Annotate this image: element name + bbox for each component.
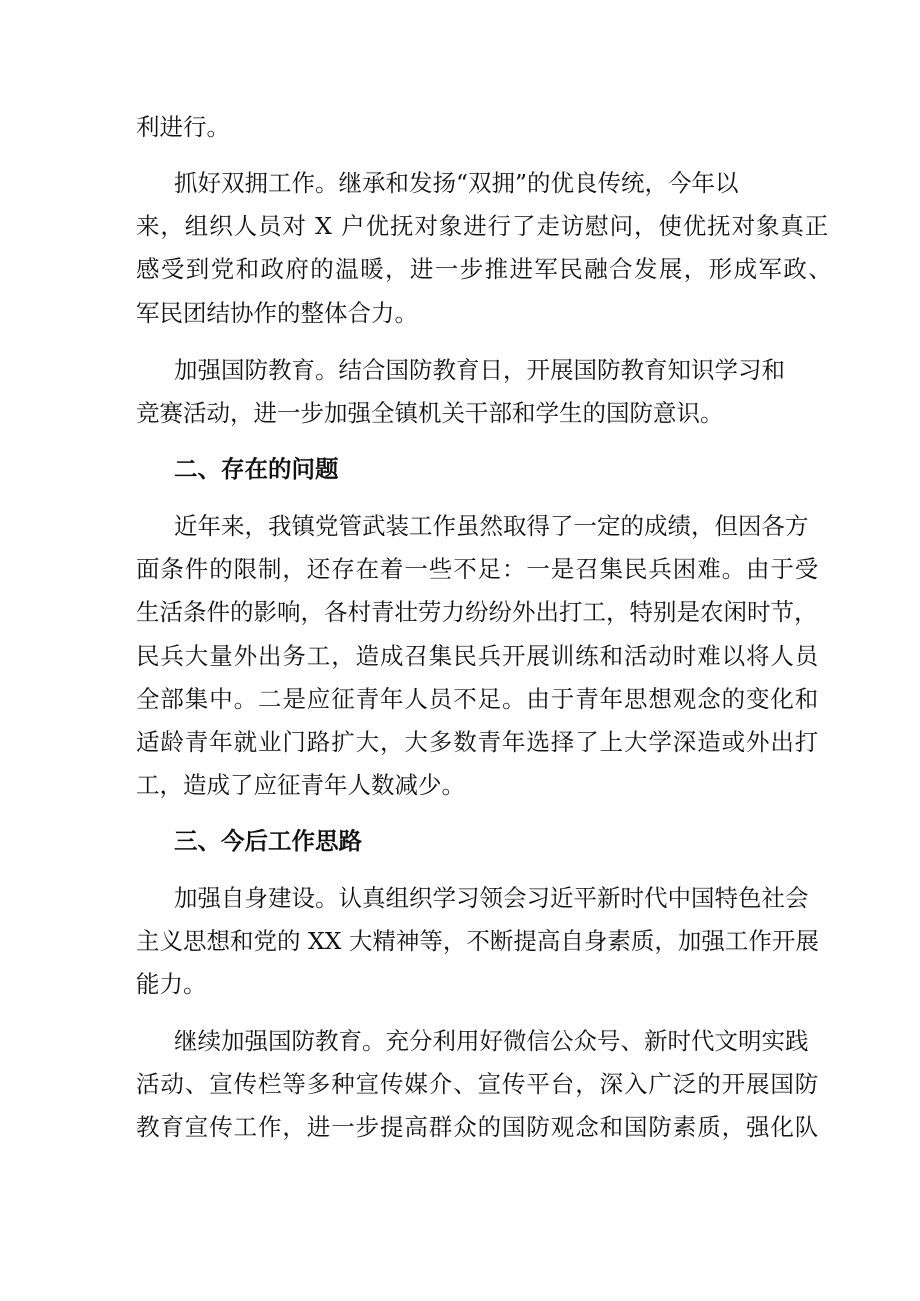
paragraph-line: 继续加强国防教育。充分利用好微信公众号、新时代文明实践 — [174, 1027, 809, 1055]
paragraph-line: 能力。 — [136, 970, 207, 998]
paragraph-line: 主义思想和党的 XX 大精神等，不断提高自身素质，加强工作开展 — [136, 927, 819, 955]
paragraph-line: 工，造成了应征青年人数减少。 — [136, 771, 465, 799]
paragraph-line: 全部集中。二是应征青年人员不足。由于青年思想观念的变化和 — [136, 685, 820, 713]
section-heading: 二、存在的问题 — [174, 455, 339, 483]
paragraph-line: 生活条件的影响，各村青壮劳力纷纷外出打工，特别是农闲时节， — [136, 598, 818, 626]
section-heading: 三、今后工作思路 — [174, 827, 362, 855]
paragraph-line: 民兵大量外出务工，造成召集民兵开展训练和活动时难以将人员 — [136, 642, 820, 670]
paragraph-line: 近年来，我镇党管武装工作虽然取得了一定的成绩，但因各方 — [174, 512, 809, 540]
paragraph-line: 加强自身建设。认真组织学习领会习近平新时代中国特色社会 — [174, 884, 809, 912]
paragraph-line: 感受到党和政府的温暖，进一步推进军民融合发展，形成军政、 — [136, 255, 834, 283]
paragraph-line: 活动、宣传栏等多种宣传媒介、宣传平台，深入广泛的开展国防 — [136, 1070, 820, 1098]
paragraph-line: 军民团结协作的整体合力。 — [136, 299, 418, 327]
paragraph-line: 利进行。 — [136, 113, 230, 141]
paragraph-line: 抓好双拥工作。继承和发扬“双拥”的优良传统，今年以 — [174, 169, 739, 197]
paragraph-line: 竞赛活动，进一步加强全镇机关干部和学生的国防意识。 — [136, 399, 724, 427]
paragraph-line: 适龄青年就业门路扩大，大多数青年选择了上大学深造或外出打 — [136, 728, 820, 756]
paragraph-line: 面条件的限制，还存在着一些不足：一是召集民兵困难。由于受 — [136, 555, 820, 583]
paragraph-line: 教育宣传工作，进一步提高群众的国防观念和国防素质，强化队 — [136, 1113, 820, 1141]
paragraph-line: 来，组织人员对 X 户优抚对象进行了走访慰问，使优抚对象真正 — [136, 212, 830, 240]
paragraph-line: 加强国防教育。结合国防教育日，开展国防教育知识学习和 — [174, 356, 785, 384]
